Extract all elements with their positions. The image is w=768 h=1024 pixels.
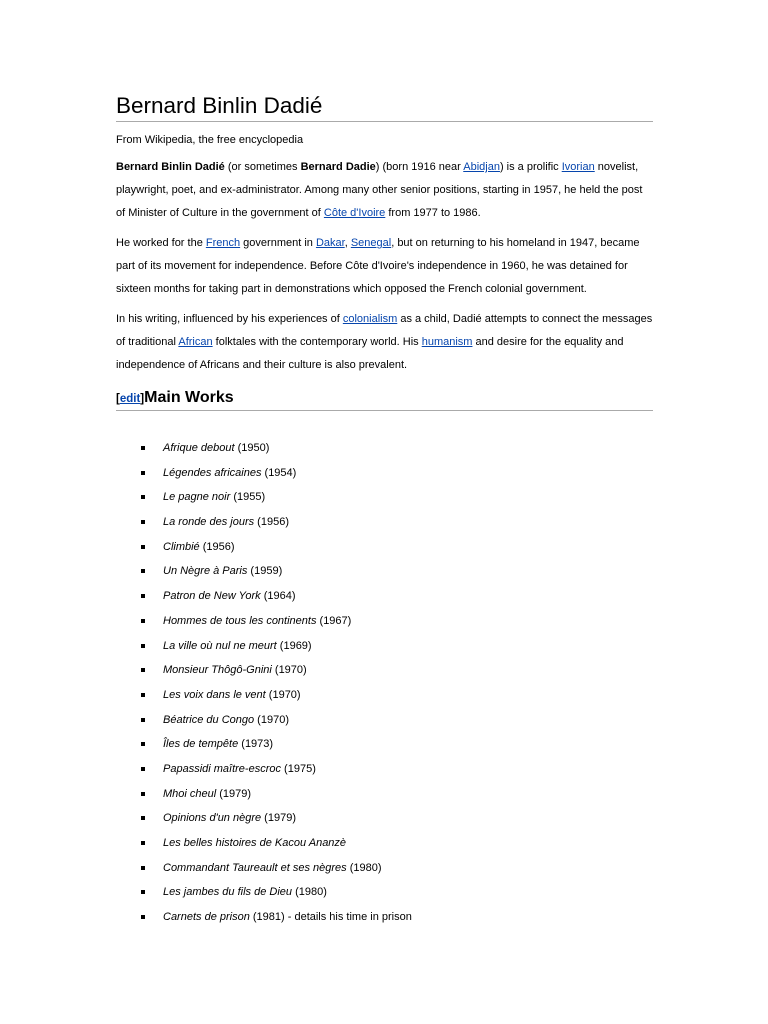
text: novelist, playwright, poet, and ex-administrator. Among many other senior positions, starting in 1957, he held the post of Minister of Culture in the government of (116, 161, 643, 219)
bold-name: Bernard Binlin Dadié (116, 161, 225, 173)
bracket: ] (140, 393, 145, 405)
edit-section (116, 393, 144, 405)
work-title: Les belles histoires de Kacou Ananzè (163, 837, 347, 849)
work-title: Mhoi cheul (163, 787, 217, 800)
square-bullet-icon (141, 792, 145, 796)
work-year: (1959) (247, 565, 283, 578)
work-title: Commandant Taureault et ses nègres (163, 861, 347, 874)
work-title: Opinions d'un nègre (163, 812, 262, 825)
link-ivorian[interactable]: Ivorian (561, 161, 595, 173)
link-colonialism[interactable]: colonialism (342, 313, 398, 325)
work-title: Carnets de prison (163, 911, 250, 924)
work-title: La ronde des jours (163, 516, 255, 529)
section-heading-main-works (116, 386, 653, 411)
work-title: Le pagne noir (163, 491, 231, 504)
work-title: Béatrice du Congo (163, 713, 255, 726)
square-bullet-icon (141, 471, 145, 475)
list-item (116, 856, 653, 881)
work-title: Légendes africaines (163, 466, 262, 479)
square-bullet-icon (141, 915, 145, 919)
work-year: (1967) (316, 614, 352, 627)
square-bullet-icon (141, 841, 145, 845)
work-year: (1979) (216, 787, 252, 800)
list-item (116, 831, 653, 856)
text: as a child, Dadié attempts to connect the messages of traditional (116, 313, 653, 348)
work-year: (1956) (199, 540, 235, 553)
work-year: (1970) (254, 713, 289, 726)
list-item (116, 708, 653, 733)
square-bullet-icon (141, 520, 145, 524)
text: In his writing, influenced by his experiences of (116, 313, 343, 325)
list-item (116, 757, 653, 782)
work-year: (1950) (234, 442, 270, 454)
work-title: Climbié (163, 540, 200, 553)
list-item (116, 609, 653, 634)
work-year: (1955) (230, 491, 266, 504)
section-title: Main Works (144, 389, 234, 406)
link-humanism[interactable]: humanism (421, 336, 473, 348)
link-dakar[interactable]: Dakar (315, 237, 345, 249)
list-item (116, 880, 653, 905)
site-subtitle: From Wikipedia, the free encyclopedia (116, 134, 304, 146)
list-item (116, 683, 653, 708)
text: , but on returning to his homeland in 1947, became part of its movement for independence. Before Côte d'Ivoire's independence in 1960, he was detained for sixteen months for taking part in demonstrations which opposed the French colonial government. (116, 237, 640, 295)
intro-paragraph-3 (116, 308, 653, 377)
work-title: La ville où nul ne meurt (163, 639, 277, 652)
square-bullet-icon (141, 693, 145, 697)
list-item (116, 905, 653, 930)
bold-alt-name: Bernard Dadie (300, 161, 376, 173)
works-list (116, 436, 653, 930)
list-item (116, 559, 653, 584)
work-title: Patron de New York (163, 590, 261, 603)
square-bullet-icon (141, 569, 145, 573)
work-title: Monsieur Thôgô-Gnini (163, 664, 272, 677)
list-item (116, 510, 653, 535)
square-bullet-icon (141, 668, 145, 672)
work-year: (1954) (261, 466, 297, 479)
square-bullet-icon (141, 742, 145, 746)
text: government in (240, 237, 316, 249)
link-senegal[interactable]: Senegal (350, 237, 392, 249)
square-bullet-icon (141, 619, 145, 623)
work-year: (1956) (254, 516, 289, 529)
work-year: (1980) (292, 886, 327, 899)
text: He worked for the (116, 237, 206, 249)
work-year: (1980) (346, 861, 382, 874)
work-title: Les jambes du fils de Dieu (163, 886, 293, 899)
list-item (116, 782, 653, 807)
article-content (116, 90, 653, 930)
work-title: Un Nègre à Paris (163, 565, 248, 578)
text: ) (born 1916 near (375, 161, 464, 173)
work-title: Papassidi maître-escroc (163, 762, 281, 775)
text: and desire for the equality and independence of Africans and their culture is also prevalent. (116, 336, 624, 371)
square-bullet-icon (141, 545, 145, 549)
list-item (116, 584, 653, 609)
work-title: Îles de tempête (163, 738, 239, 751)
list-item (116, 535, 653, 560)
list-item (116, 806, 653, 831)
list-item (116, 485, 653, 510)
work-title: Hommes de tous les continents (163, 614, 317, 627)
work-year: (1970) (265, 688, 301, 701)
list-item (116, 732, 653, 757)
list-item (116, 634, 653, 659)
work-year: (1964) (260, 590, 296, 603)
edit-link[interactable]: edit (119, 393, 141, 405)
list-item (116, 461, 653, 486)
text: from 1977 to 1986. (385, 207, 481, 219)
square-bullet-icon (141, 816, 145, 820)
work-title: Les voix dans le vent (163, 688, 266, 701)
list-item (116, 436, 653, 461)
list-item (116, 658, 653, 683)
work-year: (1973) (238, 738, 274, 751)
square-bullet-icon (141, 594, 145, 598)
square-bullet-icon (141, 767, 145, 771)
text: ) is a prolific (499, 161, 562, 173)
link-abidjan[interactable]: Abidjan (463, 161, 500, 173)
text: (or sometimes (224, 161, 301, 173)
text: , (344, 237, 351, 249)
page-title: Bernard Binlin Dadié (116, 90, 653, 122)
square-bullet-icon (141, 495, 145, 499)
intro-paragraph-2 (116, 232, 653, 301)
link-french[interactable]: French (205, 237, 241, 249)
intro-paragraph-1 (116, 156, 653, 225)
square-bullet-icon (141, 644, 145, 648)
link-cote-divoire[interactable]: Côte d'Ivoire (323, 207, 386, 219)
work-year: (1970) (271, 664, 307, 677)
work-year: (1979) (261, 812, 296, 825)
work-year: (1981) - details his time in prison (249, 911, 412, 924)
square-bullet-icon (141, 866, 145, 870)
bracket: [ (116, 393, 120, 405)
text: folktales with the contemporary world. His (212, 336, 422, 348)
square-bullet-icon (141, 718, 145, 722)
link-african[interactable]: African (178, 336, 213, 348)
square-bullet-icon (141, 890, 145, 894)
work-title: Afrique debout (163, 442, 235, 454)
work-year: (1975) (281, 762, 316, 775)
work-year: (1969) (276, 639, 312, 652)
square-bullet-icon (141, 446, 145, 450)
